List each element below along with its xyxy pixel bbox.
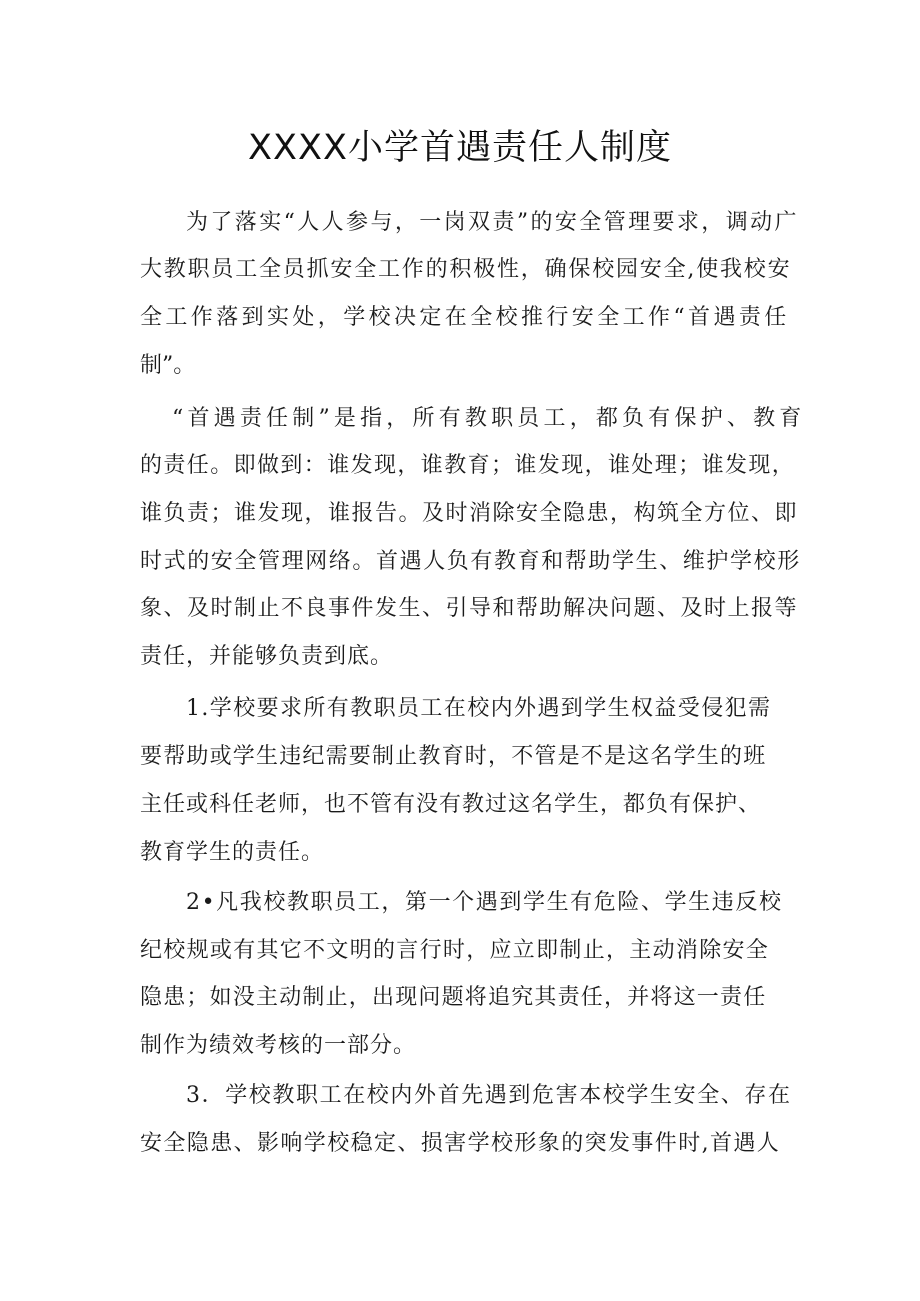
paragraph-line: 纪校规或有其它不文明的言行时，应立即制止，主动消除安全 bbox=[140, 938, 770, 963]
paragraph-line: 主任或科任老师，也不管有没有教过这名学生，都负有保护、 bbox=[140, 792, 762, 817]
paragraph-line: 象、及时制止不良事件发生、引导和帮助解决问题、及时上报等 bbox=[140, 596, 799, 621]
paragraph-line: 制”。 bbox=[140, 353, 196, 378]
paragraph-line: “首遇责任制”是指，所有教职员工，都负有保护、教育 bbox=[172, 406, 806, 431]
paragraph-line: 隐患；如没主动制止，出现问题将追究其责任，并将这一责任 bbox=[140, 985, 767, 1010]
paragraph-line: 2•凡我校教职员工，第一个遇到学生有危险、学生违反校 bbox=[186, 890, 783, 915]
paragraph-line: 制作为绩效考核的一部分。 bbox=[140, 1033, 417, 1058]
paragraph-line: 1.学校要求所有教职员工在校内外遇到学生权益受侵犯需 bbox=[186, 696, 772, 721]
paragraph-line: 要帮助或学生违纪需要制止教育时，不管是不是这名学生的班 bbox=[140, 744, 767, 769]
paragraph-line: 时式的安全管理网络。首遇人负有教育和帮助学生、维护学校形 bbox=[140, 549, 801, 574]
paragraph-line: 责任，并能够负责到底。 bbox=[140, 644, 394, 669]
paragraph-line: 谁负责；谁发现，谁报告。及时消除安全隐患，构筑全方位、即 bbox=[140, 501, 799, 526]
paragraph-line: 的责任。即做到：谁发现，谁教育；谁发现，谁处理；谁发现， bbox=[140, 453, 796, 478]
paragraph-line: 大教职员工全员抓安全工作的积极性，确保校园安全,使我校安 bbox=[140, 257, 792, 282]
paragraph-line: 安全隐患、影响学校稳定、损害学校形象的突发事件时,首遇人 bbox=[140, 1131, 781, 1156]
paragraph-line: 教育学生的责任。 bbox=[140, 840, 325, 865]
paragraph-line: 全工作落到实处，学校决定在全校推行安全工作“首遇责任 bbox=[140, 305, 790, 330]
paragraph-line: 为了落实“人人参与，一岗双责”的安全管理要求，调动广 bbox=[186, 210, 799, 235]
document-title: XXXX小学首遇责任人制度 bbox=[248, 128, 672, 168]
paragraph-line: 3．学校教职工在校内外首先遇到危害本校学生安全、存在 bbox=[186, 1083, 792, 1108]
